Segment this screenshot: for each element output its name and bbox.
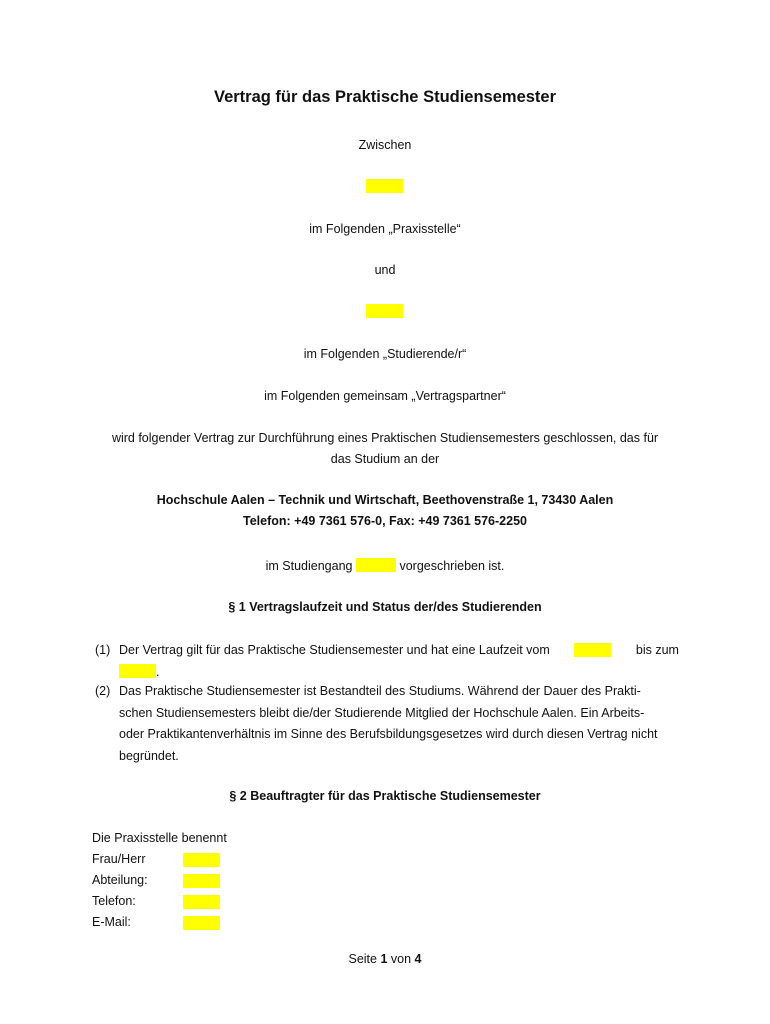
- section-1-paragraph-1: [95, 640, 679, 683]
- line-text: schen Studiensemesters bleibt die/der Studierende Mitglied der Hochschule Aalen. Ein Arbeits-: [119, 705, 645, 720]
- end-date-field[interactable]: [119, 664, 156, 678]
- paragraph-text: Der Vertrag gilt für das Praktische Studiensemester und hat eine Laufzeit vom: [119, 643, 550, 657]
- school-address: Hochschule Aalen – Technik und Wirtschaft, Beethovenstraße 1, 73430 Aalen: [156, 493, 614, 507]
- total-pages: 4: [414, 952, 422, 966]
- paragraph-line: begründet.: [119, 748, 179, 763]
- vertragspartner-label: im Folgenden gemeinsam „Vertragspartner“: [264, 389, 506, 403]
- section-2-intro: Die Praxisstelle benennt: [92, 831, 227, 845]
- section-1-paragraph-2: [95, 681, 679, 767]
- paragraph-number: (2): [95, 684, 111, 698]
- page-footer: [0, 952, 770, 966]
- email-label: E-Mail:: [92, 915, 131, 929]
- section-2-heading: § 2 Beauftragter für das Praktische Studiensemester: [229, 789, 541, 803]
- abteilung-field[interactable]: [183, 874, 220, 888]
- praxisstelle-name-field[interactable]: [366, 179, 403, 193]
- school-contact: Telefon: +49 7361 576-0, Fax: +49 7361 576-2250: [243, 514, 527, 528]
- current-page-number: 1: [380, 952, 388, 966]
- studiengang-line: [0, 558, 770, 573]
- document-title: Vertrag für das Praktische Studiensemester: [213, 88, 557, 106]
- between-text: Zwischen: [358, 138, 412, 152]
- line-text: oder Praktikantenverhältnis im Sinne des Berufsbildungsgesetzes wird durch diesen Vertrag nicht: [119, 727, 658, 741]
- line-text: Das Praktische Studiensemester ist Bestandteil des Studiums. Während der Dauer des Prakti-: [119, 684, 641, 698]
- footer-mid: von: [390, 952, 412, 966]
- intro-line-2: das Studium an der: [330, 452, 440, 466]
- paragraph-text-bis: bis zum: [635, 643, 679, 657]
- paragraph-end: .: [156, 664, 160, 679]
- telefon-label: Telefon:: [92, 894, 136, 908]
- studierende-label: im Folgenden „Studierende/r“: [303, 347, 467, 361]
- footer-prefix: Seite: [348, 952, 377, 966]
- paragraph-line: [119, 724, 679, 746]
- paragraph-line: [119, 703, 679, 725]
- abteilung-label: Abteilung:: [92, 873, 148, 887]
- and-text: und: [374, 263, 396, 277]
- intro-line-1: wird folgender Vertrag zur Durchführung eines Praktischen Studiensemesters geschlossen, das für: [111, 431, 659, 445]
- email-field[interactable]: [183, 916, 220, 930]
- praxisstelle-label: im Folgenden „Praxisstelle“: [309, 222, 461, 236]
- frau-herr-label: Frau/Herr: [92, 852, 146, 866]
- section-1-heading: § 1 Vertragslaufzeit und Status der/des Studierenden: [228, 600, 542, 614]
- frau-herr-field[interactable]: [183, 853, 220, 867]
- studierende-name-field[interactable]: [366, 304, 403, 318]
- studiengang-suffix: vorgeschrieben ist.: [399, 559, 505, 573]
- paragraph-line: [119, 681, 679, 703]
- studiengang-prefix: im Studiengang: [265, 559, 353, 573]
- start-date-field[interactable]: [574, 643, 611, 657]
- paragraph-number: (1): [95, 643, 111, 657]
- telefon-field[interactable]: [183, 895, 220, 909]
- studiengang-field[interactable]: [356, 558, 396, 572]
